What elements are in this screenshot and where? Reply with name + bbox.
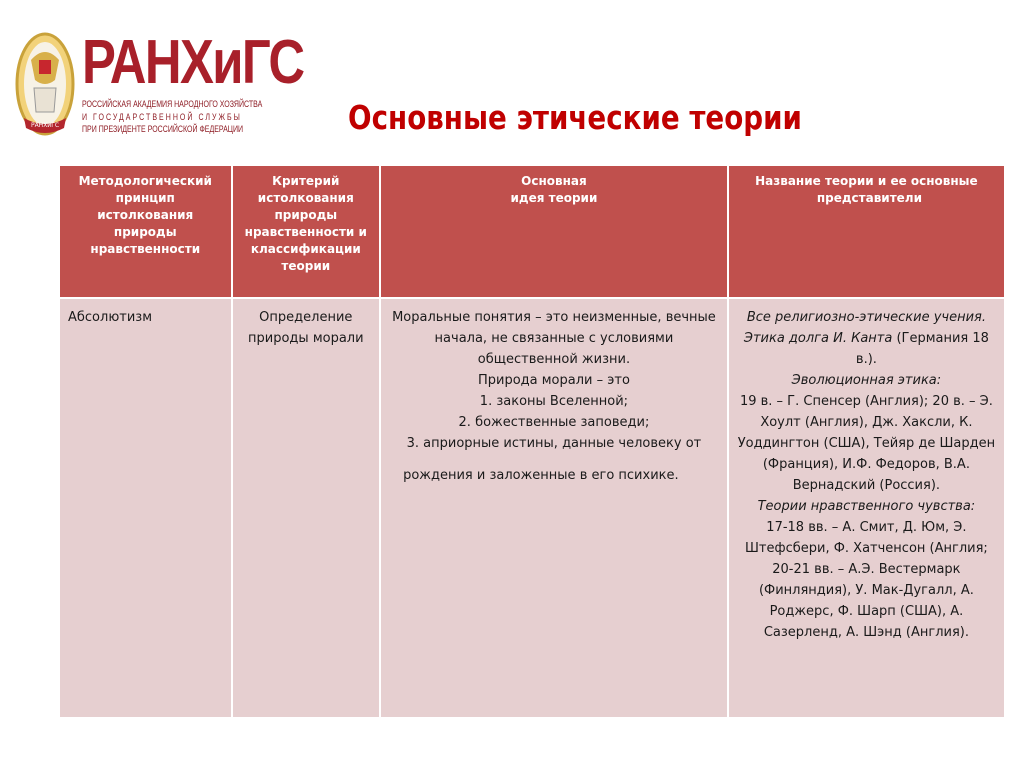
brand-name: РАНХиГС bbox=[82, 28, 304, 97]
cell-principle: Абсолютизм bbox=[60, 299, 231, 717]
header-theory-and-representatives: Название теории и ее основные представители bbox=[729, 166, 1004, 297]
table-header-row bbox=[60, 166, 1004, 297]
slide-title: Основные этические теории bbox=[348, 98, 802, 138]
table-row bbox=[60, 299, 1004, 717]
svg-text:РАНХиГС: РАНХиГС bbox=[30, 122, 60, 129]
header-criterion: Критерий истолкования природы нравственности и классификации теории bbox=[233, 166, 380, 297]
coat-of-arms-emblem-icon bbox=[14, 30, 76, 142]
cell-main-idea: Моральные понятия – это неизменные, вечные начала, не связанные с условиями общественной жизни. Природа морали – это 1. законы Вселенной; 2. божественные заповеди; 3. априорные истины, данные человеку от рождения и заложенные в его психике. bbox=[381, 299, 727, 717]
header-main-idea: Основная идея теории bbox=[381, 166, 727, 297]
brand-subtitle: РОССИЙСКАЯ АКАДЕМИЯ НАРОДНОГО ХОЗЯЙСТВА И ГОСУДАРСТВЕННОЙ СЛУЖБЫ ПРИ ПРЕЗИДЕНТЕ РОССИЙСКОЙ ФЕДЕРАЦИИ bbox=[82, 99, 263, 134]
ethical-theories-table bbox=[58, 164, 1006, 719]
header-methodological-principle: Методологический принцип истолкования природы нравственности bbox=[60, 166, 231, 297]
cell-criterion: Определение природы морали bbox=[233, 299, 380, 717]
cell-representatives: Все религиозно-этические учения. Этика долга И. Канта (Германия 18 в.). Эволюционная этика: 19 в. – Г. Спенсер (Англия); 20 в. – Э. Хоулт (Англия), Дж. Хаксли, К. Уоддингтон (США), Тейяр де Шарден (Франция), И.Ф. Федоров, В.А. Вернадский (Россия). Теории нравственного чувства: 17-18 вв. – А. Смит, Д. Юм, Э. Штефсбери, Ф. Хатченсон (Англия; 20-21 вв. – А.Э. Вестермарк (Финляндия), У. Мак-Дугалл, А. Роджерс, Ф. Шарп (США), А. Сазерленд, А. Шэнд (Англия). bbox=[729, 299, 1004, 717]
ranepa-logo bbox=[14, 28, 304, 142]
